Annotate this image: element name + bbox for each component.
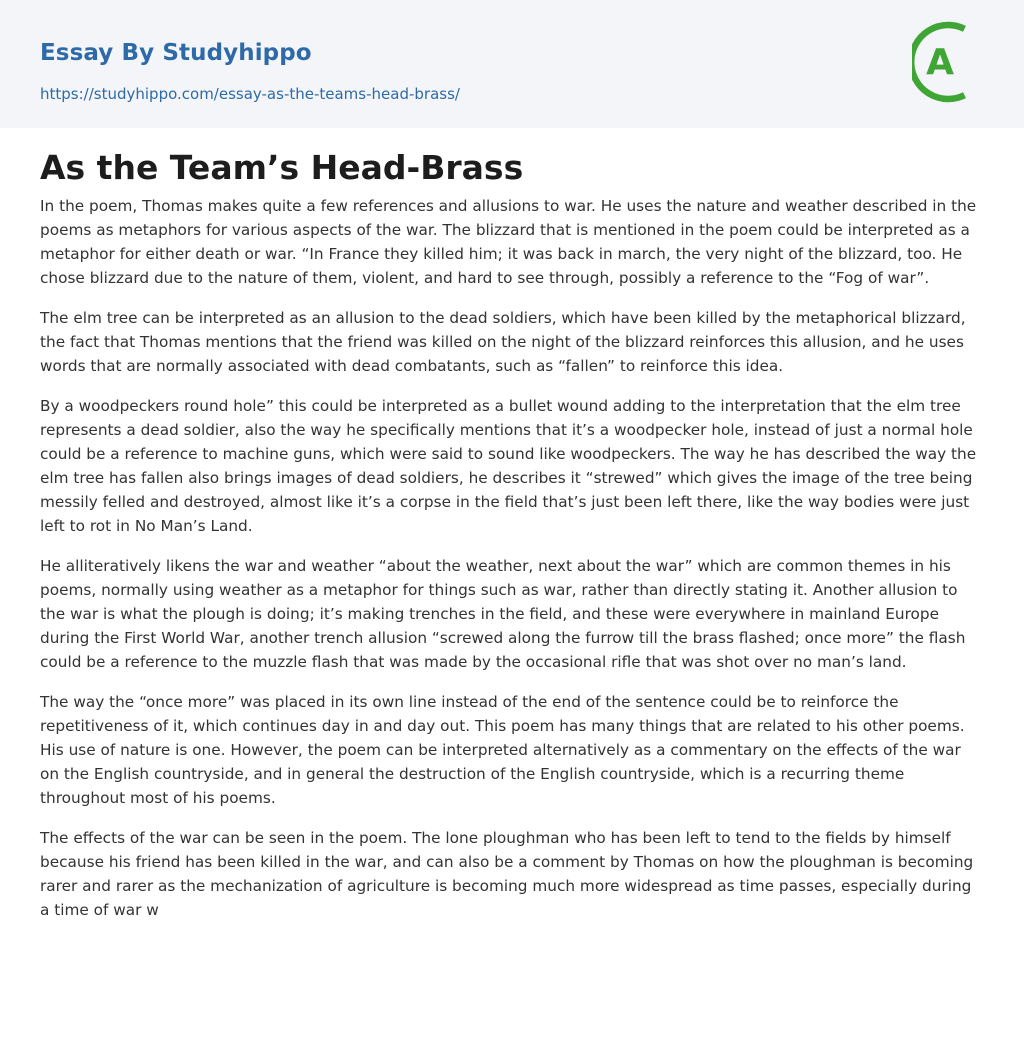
- essay-paragraph: The way the “once more” was placed in its own line instead of the end of the sentence could be to reinforce the repetitiveness of it, which continues day in and day out. This poem has many things that are related to his other poems. His use of nature is one. However, the poem can be interpreted alternatively as a commentary on the effects of the war on the English countryside, and in general the destruction of the English countryside, which is a recurring theme throughout most of his poems.: [40, 693, 965, 807]
- essay-paragraph: By a woodpeckers round hole” this could be interpreted as a bullet wound adding to the interpretation that the elm tree represents a dead soldier, also the way he specifically mentions that it’s a woodpecker hole, instead of just a normal hole could be a reference to machine guns, which were said to sound like woodpeckers. The way he has described the way the elm tree has fallen also brings images of dead soldiers, he describes it “strewed” which gives the image of the tree being messily felled and destroyed, almost like it’s a corpse in the field that’s just been left there, like the way bodies were just left to rot in No Man’s Land.: [40, 397, 977, 535]
- logo-letter: A: [926, 42, 954, 83]
- essay-paragraph: The elm tree can be interpreted as an allusion to the dead soldiers, which have been killed by the metaphorical blizzard, the fact that Thomas mentions that the friend was killed on the night of the blizzard reinforces this allusion, and he uses words that are normally associated with dead combatants, such as “fallen” to reinforce this idea.: [40, 309, 966, 375]
- essay-title: As the Team’s Head-Brass: [40, 148, 524, 187]
- essay-paragraph: The effects of the war can be seen in the poem. The lone ploughman who has been left to tend to the fields by himself because his friend has been killed in the war, and can also be a comment by Thomas on how the ploughman is becoming rarer and rarer as the mechanization of agriculture is becoming much more widespread as time passes, especially during a time of war w: [40, 829, 974, 919]
- studyhippo-logo-icon[interactable]: [912, 18, 988, 106]
- essay-url-link[interactable]: https://studyhippo.com/essay-as-the-teams-head-brass/: [40, 85, 460, 103]
- essay-content: [40, 146, 984, 938]
- essay-paragraph: In the poem, Thomas makes quite a few references and allusions to war. He uses the nature and weather described in the poems as metaphors for various aspects of the war. The blizzard that is mentioned in the poem could be interpreted as a metaphor for either death or war. “In France they killed him; it was back in march, the very night of the blizzard, too. He chose blizzard due to the nature of them, violent, and hard to see through, possibly a reference to the “Fog of war”.: [40, 197, 977, 287]
- site-header: [0, 0, 1024, 128]
- essay-paragraph: He alliteratively likens the war and weather “about the weather, next about the war” which are common themes in his poems, normally using weather as a metaphor for things such as war, rather than directly stating it. Another allusion to the war is what the plough is doing; it’s making trenches in the field, and these were everywhere in mainland Europe during the First World War, another trench allusion “screwed along the furrow till the brass flashed; once more” the flash could be a reference to the muzzle flash that was made by the occasional rifle that was shot over no man’s land.: [40, 557, 966, 671]
- site-title[interactable]: Essay By Studyhippo: [40, 40, 312, 66]
